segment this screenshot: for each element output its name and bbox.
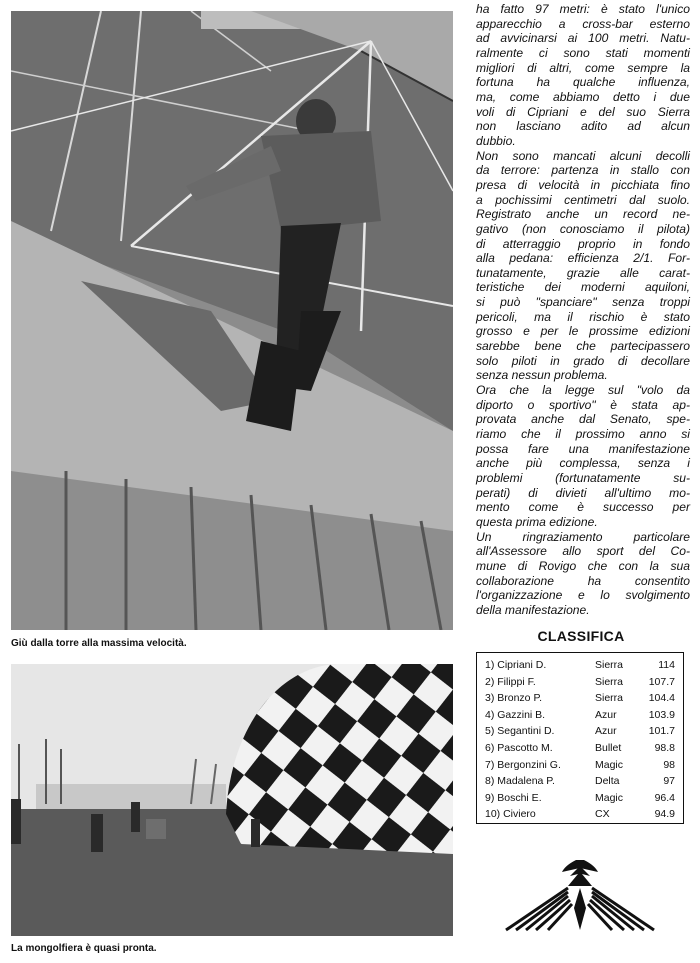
glider-model: Sierra: [595, 675, 624, 688]
caption-photo-top: Giù dalla torre alla massima velocità.: [11, 638, 187, 649]
article-line: a pochissimi centimetri dal suolo.: [476, 192, 690, 207]
article-paragraph: [476, 530, 690, 618]
article-line: tunatamente, grazie alle carat-: [476, 265, 690, 280]
article-line: si può "spanciare" senza troppi: [476, 295, 690, 310]
glider-model: Azur: [595, 708, 617, 721]
article-line: alla pedana: efficienza 2/1. For-: [476, 251, 690, 266]
pilot-name: 2) Filippi F.: [485, 675, 536, 688]
glider-model: Bullet: [595, 742, 622, 754]
article-line: Non sono mancati alcuni decolli: [476, 148, 690, 163]
hot-air-balloon-illustration: [11, 664, 453, 936]
article-line: questa prima edizione.: [476, 514, 598, 529]
score-value: 97: [663, 775, 675, 788]
article-line: possa fare una manifestazione: [476, 441, 690, 456]
photo-hang-glider-takeoff: [11, 11, 453, 630]
classifica-row: [477, 790, 683, 807]
article-line: Ora che la legge sul "volo da: [476, 383, 690, 398]
pilot-name: 5) Segantini D.: [485, 725, 555, 738]
classifica-row: [477, 674, 683, 691]
article-line: fortuna ha qualche influenza,: [476, 75, 690, 90]
article-paragraph: [476, 149, 690, 384]
article-line: ad avvicinarsi ai 100 metri. Natu-: [476, 31, 690, 46]
article-line: riamo che il prossimo anno si: [476, 427, 690, 442]
classifica-row: [477, 723, 683, 740]
article-line: problemi (fortunatamente su-: [476, 471, 690, 485]
score-value: 101.7: [648, 725, 675, 738]
article-line: solo piloti in grado di decollare: [476, 353, 690, 368]
article-line: dubbio.: [476, 133, 516, 148]
article-line: apparecchio a cross-bar esterno: [476, 16, 690, 31]
article-line: diporto o sportivo" è stata ap-: [476, 397, 690, 412]
classifica-row: [477, 740, 683, 757]
pilot-name: 7) Bergonzini G.: [485, 758, 561, 771]
article-line: all'Assessore allo sport del Co-: [476, 544, 690, 559]
article-paragraph: [476, 383, 690, 530]
article-line: migliori di altri, come sempre la: [476, 60, 690, 75]
photo-hot-air-balloon: [11, 664, 453, 936]
article-line: di atterraggio proprio in fondo: [476, 236, 690, 251]
score-value: 104.4: [648, 692, 675, 705]
score-value: 103.9: [648, 708, 675, 721]
glider-model: Azur: [595, 725, 617, 738]
article-line: sarebbe bene che partecipassero: [476, 339, 690, 354]
winged-hang-glider-emblem-icon: [498, 858, 662, 938]
classifica-row: [477, 657, 683, 674]
article-line: anche più complessa, senza i: [476, 456, 690, 471]
glider-model: Magic: [595, 758, 624, 771]
article-line: da terrore: partenza in stallo con: [476, 163, 690, 178]
glider-model: Delta: [595, 775, 620, 788]
article-line: pericoli, ma il rischio è stato: [476, 309, 690, 324]
article-line: senza nessun problema.: [476, 368, 608, 383]
score-value: 98.8: [654, 742, 675, 754]
pilot-name: 10) Civiero: [485, 808, 536, 821]
article-line: presa di velocità in picchiata fino: [476, 177, 690, 192]
caption-photo-bottom: La mongolfiera è quasi pronta.: [11, 943, 157, 954]
article-line: voli di Cipriani e del suo Sierra: [476, 104, 690, 119]
score-value: 96.4: [654, 791, 675, 804]
article-line: Registrato anche un record ne-: [476, 207, 690, 222]
pilot-name: 3) Bronzo P.: [485, 692, 543, 705]
pilot-name: 9) Boschi E.: [485, 791, 542, 804]
article-line: l'organizzazione e lo svolgimento: [476, 588, 690, 603]
classifica-title: CLASSIFICA: [537, 628, 625, 644]
glider-model: CX: [595, 808, 610, 821]
article-line: teristiche dei moderni aquiloni,: [476, 280, 690, 295]
classifica-row: [477, 707, 683, 724]
score-value: 98: [663, 758, 675, 771]
article-text-column: [476, 2, 690, 618]
hang-glider-takeoff-illustration: [11, 11, 453, 630]
classifica-row: [477, 806, 683, 823]
classifica-row: [477, 757, 683, 774]
score-value: 94.9: [654, 808, 675, 821]
article-paragraph: [476, 2, 690, 149]
article-line: ma, come abbiamo detto i due: [476, 89, 690, 104]
article-line: perati) di divieti all'ultimo mo-: [476, 485, 690, 500]
pilot-name: 1) Cipriani D.: [485, 659, 547, 671]
article-line: gativo (non conosciamo il pilota): [476, 221, 690, 236]
article-line: mune di Rovigo che con la sua: [476, 558, 690, 573]
pilot-name: 6) Pascotto M.: [485, 742, 553, 754]
article-line: ha fatto 97 metri: è stato l'unico: [476, 2, 690, 16]
classifica-row: [477, 690, 683, 707]
score-value: 114: [658, 659, 675, 671]
glider-model: Magic: [595, 791, 624, 804]
article-line: mento come è successo per: [476, 500, 690, 515]
score-value: 107.7: [648, 675, 675, 688]
article-line: della manifestazione.: [476, 602, 590, 617]
article-line: ralmente ci sono stati momenti: [476, 45, 690, 60]
article-line: provata anche dal Senato, spe-: [476, 412, 690, 427]
article-line: grosso e per le prossime edizioni: [476, 324, 690, 339]
glider-model: Sierra: [595, 692, 624, 705]
classifica-row: [477, 773, 683, 790]
pilot-name: 4) Gazzini B.: [485, 708, 546, 721]
article-line: collaborazione ha consentito: [476, 573, 690, 588]
article-line: non lasciano adito ad alcun: [476, 119, 690, 134]
classifica-table: [476, 652, 684, 824]
pilot-name: 8) Madalena P.: [485, 775, 555, 788]
article-line: Un ringraziamento particolare: [476, 529, 690, 544]
glider-model: Sierra: [595, 659, 624, 671]
